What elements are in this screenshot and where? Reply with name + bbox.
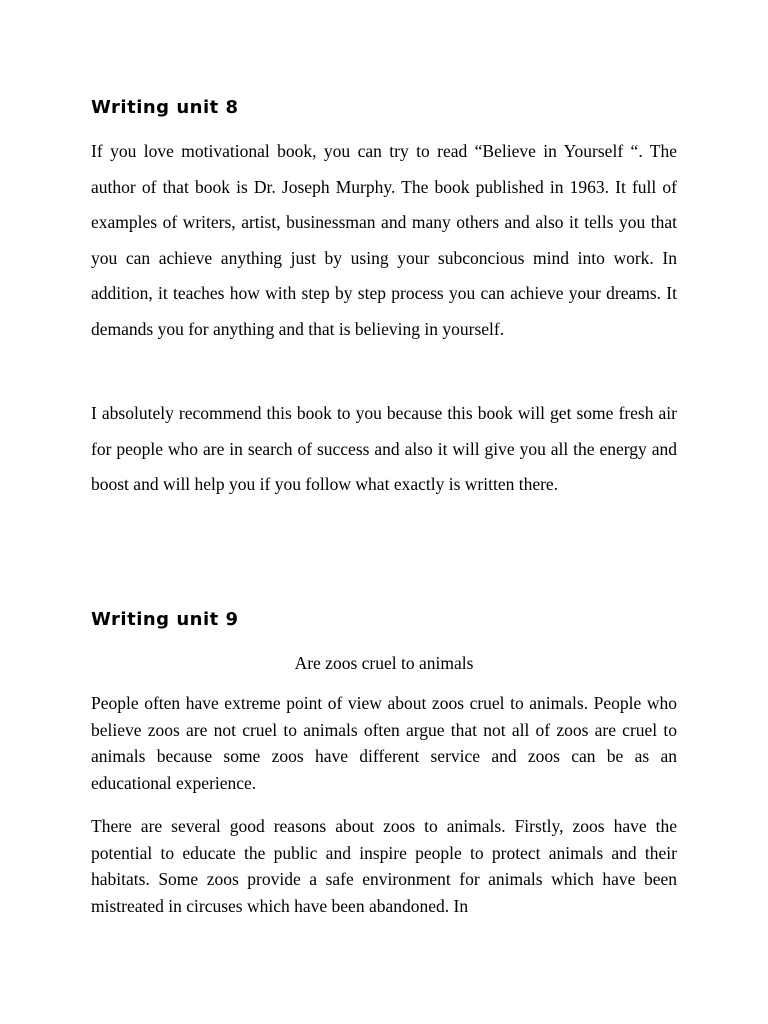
unit-8-paragraph-1: If you love motivational book, you can try to read “Believe in Yourself “. The author of that book is Dr. Joseph Murphy. The book published in 1963. It full of examples of writers, artist, businessman and many others and also it tells you that you can achieve anything just by using your subconcious mind into work. In addition, it teaches how with step by step process you can achieve your dreams. It demands you for anything and that is believing in yourself. — [91, 141, 677, 339]
unit-8-heading: Writing unit 8 — [91, 97, 239, 118]
unit-9-heading: Writing unit 9 — [91, 609, 239, 630]
unit-8-paragraph-2: I absolutely recommend this book to you because this book will get some fresh air for people who are in search of success and also it will give you all the energy and boost and will help you if you follow what exactly is written there. — [91, 403, 677, 495]
unit-9-paragraph-2: There are several good reasons about zoos to animals. Firstly, zoos have the potential to educate the public and inspire people to protect animals and their habitats. Some zoos provide a safe environment for animals which have been mistreated in circuses which have been abandoned. In — [91, 816, 677, 916]
unit-9-paragraph-1: People often have extreme point of view about zoos cruel to animals. People who believe zoos are not cruel to animals often argue that not all of zoos are cruel to animals because some zoos have different service and zoos can be as an educational experience. — [91, 693, 677, 793]
essay-title: Are zoos cruel to animals — [294, 653, 474, 673]
